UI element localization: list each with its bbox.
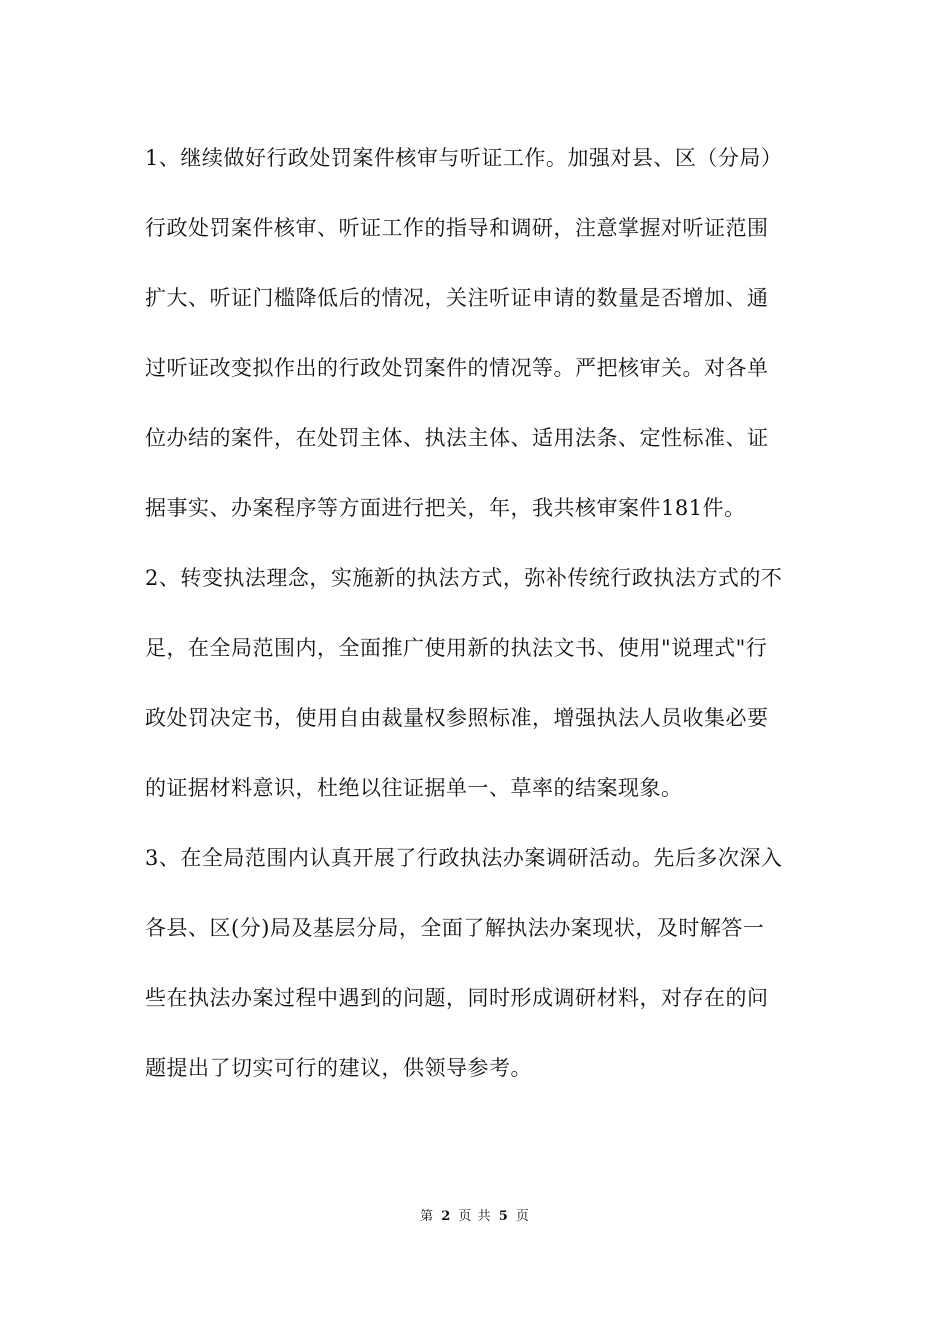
current-page-number: 2	[441, 1209, 452, 1224]
footer-suffix: 页	[515, 1209, 530, 1224]
paragraph-1-line-1: 1、继续做好行政处罚案件核审与听证工作。加强对县、区（分局）	[145, 146, 783, 170]
footer-prefix: 第	[420, 1209, 435, 1224]
paragraph-2-line-4: 的证据材料意识，杜绝以往证据单一、草率的结案现象。	[145, 776, 683, 800]
paragraph-2-line-1: 2、转变执法理念，实施新的执法方式，弥补传统行政执法方式的不	[145, 566, 783, 590]
paragraph-3-line-1: 3、在全局范围内认真开展了行政执法办案调研活动。先后多次深入	[145, 846, 783, 870]
paragraph-1-line-2: 行政处罚案件核审、听证工作的指导和调研，注意掌握对听证范围	[145, 216, 769, 240]
paragraph-3-line-3: 些在执法办案过程中遇到的问题，同时形成调研材料，对存在的问	[145, 986, 769, 1010]
paragraph-1-line-3: 扩大、听证门槛降低后的情况，关注听证申请的数量是否增加、通	[145, 286, 769, 310]
paragraph-1-line-4: 过听证改变拟作出的行政处罚案件的情况等。严把核审关。对各单	[145, 356, 769, 380]
paragraph-2-line-2: 足，在全局范围内，全面推广使用新的执法文书、使用"说理式"行	[145, 636, 768, 660]
paragraph-2-line-3: 政处罚决定书，使用自由裁量权参照标准，增强执法人员收集必要	[145, 706, 769, 730]
total-pages-number: 5	[498, 1209, 509, 1224]
paragraph-1-line-6: 据事实、办案程序等方面进行把关，年，我共核审案件181件。	[145, 496, 746, 520]
page-footer	[0, 1208, 950, 1226]
paragraph-3-line-4: 题提出了切实可行的建议，供领导参考。	[145, 1056, 532, 1080]
paragraph-3-line-2: 各县、区(分)局及基层分局，全面了解执法办案现状，及时解答一	[145, 916, 765, 940]
footer-middle: 页 共	[458, 1209, 492, 1224]
paragraph-1-line-5: 位办结的案件，在处罚主体、执法主体、适用法条、定性标准、证	[145, 426, 769, 450]
